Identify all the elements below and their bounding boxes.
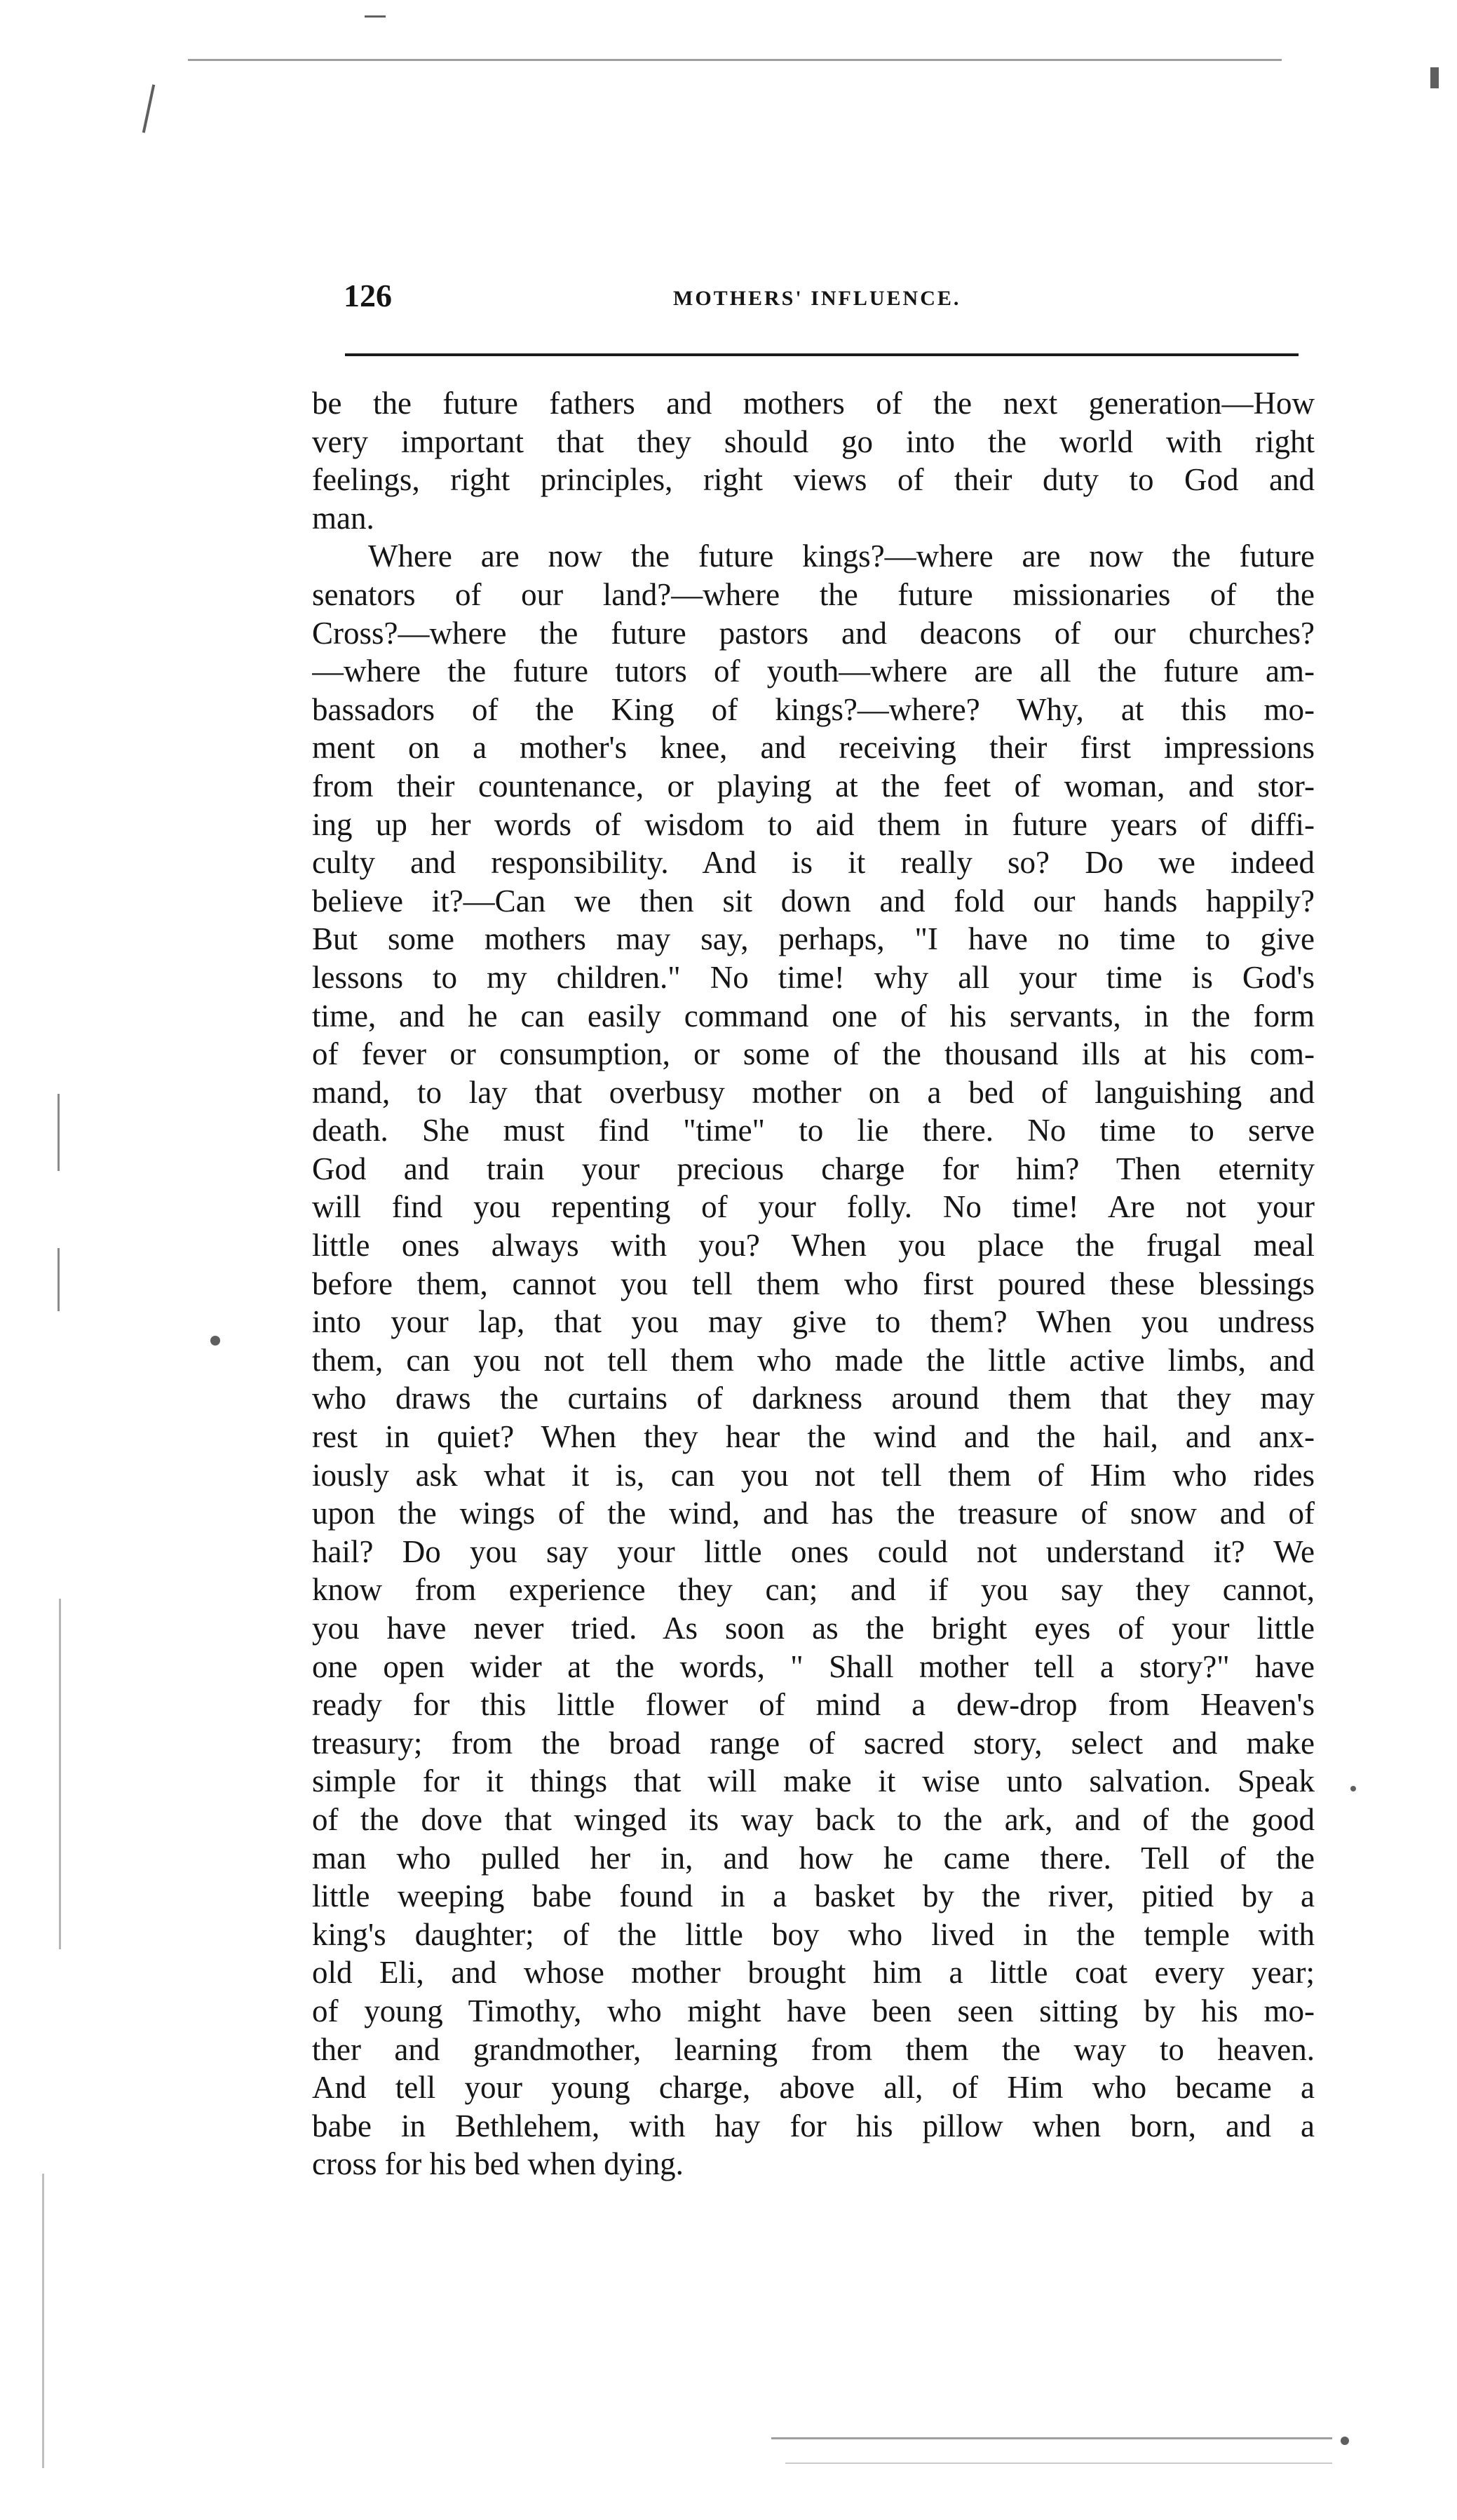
paragraph-2 xyxy=(312,537,1315,2183)
text-line: And tell your young charge, above all, of Him who became a xyxy=(312,2070,1315,2106)
text-line: culty and responsibility. And is it really so? Do we indeed xyxy=(312,845,1315,881)
text-line: upon the wings of the wind, and has the treasure of snow and of xyxy=(312,1496,1315,1531)
text-line: But some mothers may say, perhaps, "I have no time to give xyxy=(312,921,1315,957)
text-line: iously ask what it is, can you not tell them of Him who rides xyxy=(312,1457,1315,1493)
text-line: of fever or consumption, or some of the thousand ills at his com- xyxy=(312,1036,1315,1072)
text-line: old Eli, and whose mother brought him a little coat every year; xyxy=(312,1955,1315,1991)
text-line: mand, to lay that overbusy mother on a bed of languishing and xyxy=(312,1074,1315,1110)
text-line: —where the future tutors of youth—where are all the future am- xyxy=(312,653,1315,689)
text-line: ready for this little flower of mind a dew-drop from Heaven's xyxy=(312,1687,1315,1723)
text-line: know from experience they can; and if you say they cannot, xyxy=(312,1572,1315,1608)
text-line: into your lap, that you may give to them? When you undress xyxy=(312,1304,1315,1340)
text-line: ing up her words of wisdom to aid them in future years of diffi- xyxy=(312,806,1315,842)
text-line: them, can you not tell them who made the little active limbs, and xyxy=(312,1342,1315,1378)
text-line: simple for it things that will make it wise unto salvation. Speak xyxy=(312,1763,1315,1799)
text-line: who draws the curtains of darkness around them that they may xyxy=(312,1381,1315,1416)
text-line: senators of our land?—where the future missionaries of the xyxy=(312,576,1315,612)
scan-mark-dot-2 xyxy=(1350,1786,1356,1791)
page-number: 126 xyxy=(344,278,392,313)
text-line: little ones always with you? When you place the frugal meal xyxy=(312,1228,1315,1264)
body-text xyxy=(312,384,1315,2183)
text-line: babe in Bethlehem, with hay for his pillow when born, and a xyxy=(312,2108,1315,2143)
text-line: you have never tried. As soon as the bright eyes of your little xyxy=(312,1611,1315,1646)
text-line: will find you repenting of your folly. No time! Are not your xyxy=(312,1189,1315,1225)
text-line: treasury; from the broad range of sacred story, select and make xyxy=(312,1725,1315,1761)
paragraph-1 xyxy=(312,384,1315,537)
text-line: of the dove that winged its way back to the ark, and of the good xyxy=(312,1801,1315,1837)
text-line: bassadors of the King of kings?—where? Why, at this mo- xyxy=(312,691,1315,727)
text-line: from their countenance, or playing at the feet of woman, and stor- xyxy=(312,768,1315,804)
scan-mark-corner-right xyxy=(1430,67,1439,88)
text-line: ther and grandmother, learning from them the way to heaven. xyxy=(312,2031,1315,2067)
scan-mark-dot-1 xyxy=(210,1336,220,1346)
text-line: of young Timothy, who might have been seen sitting by his mo- xyxy=(312,1993,1315,2028)
text-line: little weeping babe found in a basket by the river, pitied by a xyxy=(312,1878,1315,1914)
scan-mark-bottom-line xyxy=(771,2437,1332,2439)
text-line: ment on a mother's knee, and receiving their first impressions xyxy=(312,730,1315,766)
scan-mark-top-dash xyxy=(365,15,386,18)
text-line: very important that they should go into the world with right xyxy=(312,424,1315,459)
text-line: man. xyxy=(312,500,374,536)
text-line: king's daughter; of the little boy who lived in the temple with xyxy=(312,1916,1315,1952)
text-line: hail? Do you say your little ones could not understand it? We xyxy=(312,1533,1315,1569)
scan-mark-top-left xyxy=(142,84,155,133)
text-line: death. She must find "time" to lie there. No time to serve xyxy=(312,1113,1315,1149)
scan-mark-left-margin-4 xyxy=(42,2174,44,2468)
scan-mark-bottom-noise xyxy=(785,2463,1332,2464)
text-line: one open wider at the words, " Shall mother tell a story?" have xyxy=(312,1648,1315,1684)
scan-mark-dot-3 xyxy=(1341,2437,1349,2445)
text-line: man who pulled her in, and how he came there. Tell of the xyxy=(312,1840,1315,1876)
text-line: before them, cannot you tell them who first poured these blessings xyxy=(312,1266,1315,1301)
running-title: MOTHERS' INFLUENCE. xyxy=(673,287,961,310)
text-line: Where are now the future kings?—where are now the future xyxy=(368,538,1315,574)
running-head xyxy=(344,277,1297,333)
text-line: rest in quiet? When they hear the wind and the hail, and anx- xyxy=(312,1419,1315,1455)
text-line: cross for his bed when dying. xyxy=(312,2146,684,2182)
text-line: feelings, right principles, right views of their duty to God and xyxy=(312,462,1315,498)
scan-mark-left-margin-2 xyxy=(57,1248,60,1311)
header-rule xyxy=(345,353,1299,356)
text-line: God and train your precious charge for him? Then eternity xyxy=(312,1151,1315,1186)
text-line: lessons to my children." No time! why all your time is God's xyxy=(312,959,1315,995)
text-line: time, and he can easily command one of his servants, in the form xyxy=(312,998,1315,1034)
text-line: believe it?—Can we then sit down and fold our hands happily? xyxy=(312,883,1315,919)
text-line: be the future fathers and mothers of the next generation—How xyxy=(312,386,1315,421)
scan-mark-left-margin-1 xyxy=(57,1094,60,1171)
scan-mark-left-margin-3 xyxy=(59,1599,61,1949)
text-line: Cross?—where the future pastors and deacons of our churches? xyxy=(312,615,1315,651)
scan-mark-top-line xyxy=(188,59,1282,61)
